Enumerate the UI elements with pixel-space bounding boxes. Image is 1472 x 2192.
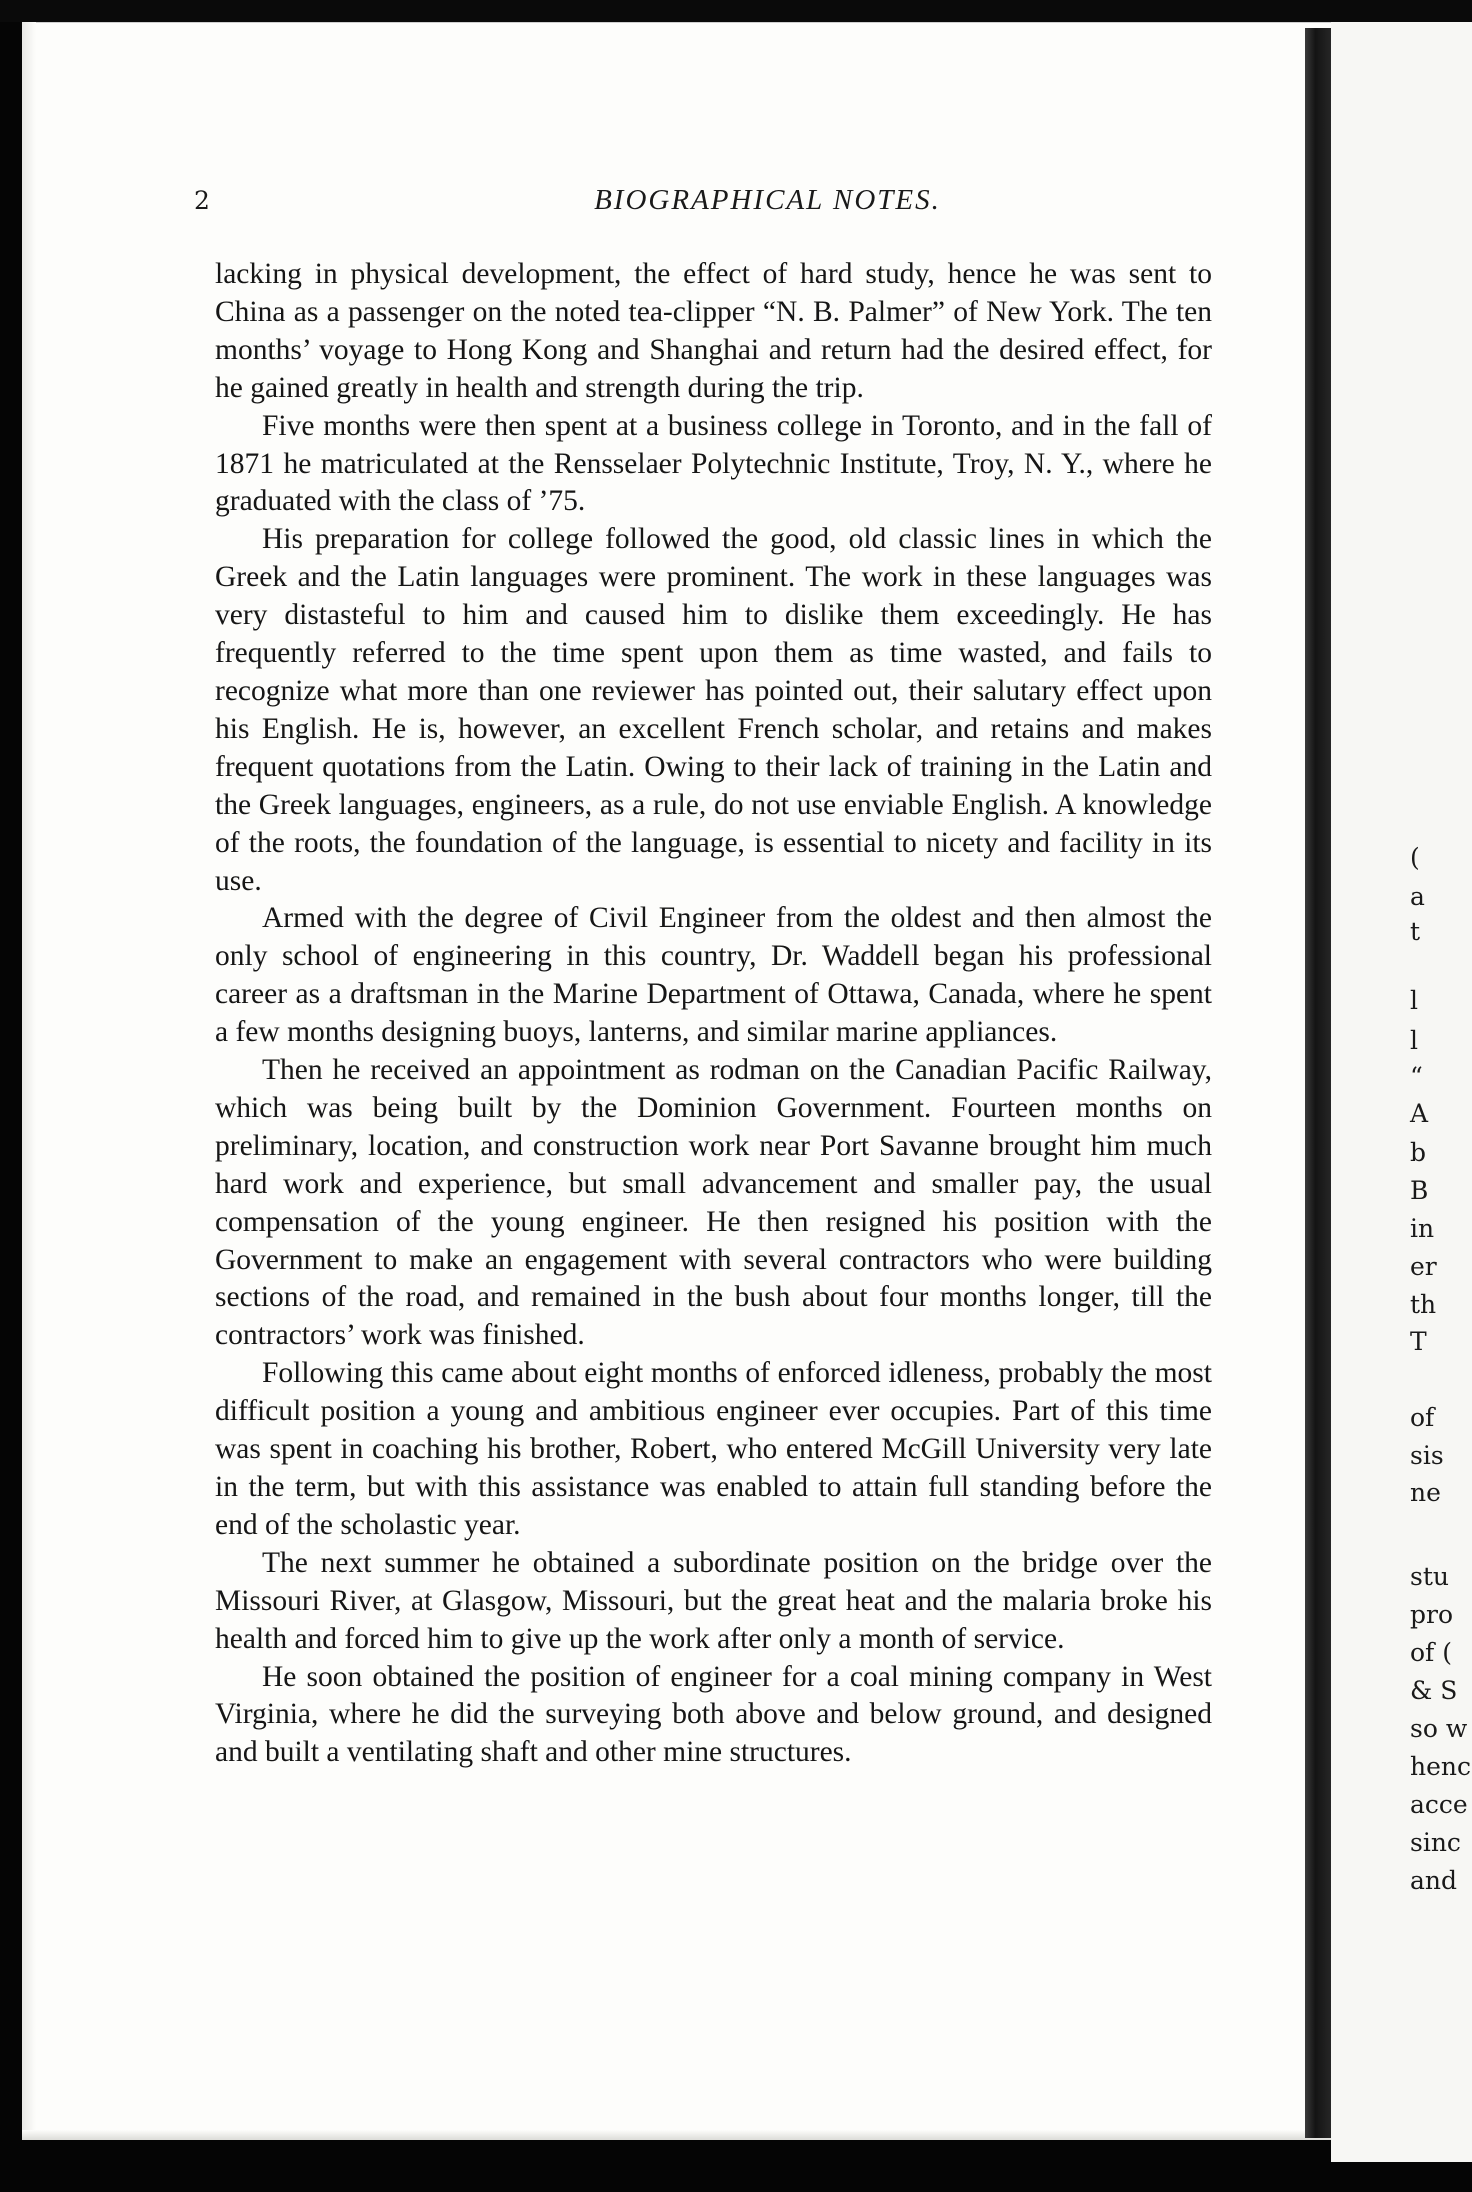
page-left-edge-shadow <box>22 22 36 2140</box>
facing-page-fragment: b <box>1410 1138 1427 1167</box>
scan-top-border <box>0 0 1472 22</box>
facing-page-fragment: l <box>1410 1026 1418 1055</box>
paragraph: Then he received an appointment as rodman on the Canadian Pacific Railway, which was being built by the Dominion Government. Fourteen months on preliminary, location, and construction work near Port Savanne brought him much hard work and experience, but small advancement and smaller pay, the usual compensation of the young engineer. He then resigned his position with the Government to make an engagement with several contractors who were building sections of the road, and remained in the bush about four months longer, till the contractors’ work was finished. <box>215 1054 1212 1352</box>
paragraph: The next summer he obtained a subordinate position on the bridge over the Missouri River, at Glasgow, Missouri, but the great heat and the malaria broke his health and forced him to give up the work after only a month of service. <box>215 1546 1212 1655</box>
facing-page-fragment: sis <box>1410 1441 1444 1470</box>
facing-page-fragment: sinc <box>1410 1828 1461 1857</box>
facing-page-fragment: & S <box>1410 1676 1458 1705</box>
facing-page-fragment: th <box>1410 1290 1437 1319</box>
facing-page-fragment: of ( <box>1410 1638 1453 1667</box>
facing-page-fragment: B <box>1410 1176 1429 1205</box>
facing-page-fragment: l <box>1410 986 1418 1015</box>
facing-page-fragment: A <box>1410 1099 1429 1128</box>
paragraph: lacking in physical development, the effect of hard study, hence he was sent to China as a passenger on the noted tea-clipper “N. B. Palmer” of New York. The ten months’ voyage to Hong Kong and Shanghai and return had the desired effect, for he gained greatly in health and strength during the trip. <box>215 258 1212 404</box>
facing-page-fragment: t <box>1410 917 1421 946</box>
paragraph: He soon obtained the position of engineer for a coal mining company in West Virginia, where he did the surveying both above and below ground, and designed and built a ventilating shaft and other mine structures. <box>215 1660 1212 1769</box>
facing-page-fragment: acce <box>1410 1790 1468 1819</box>
paragraph: Five months were then spent at a business college in Toronto, and in the fall of 1871 he matriculated at the Rensselaer Polytechnic Institute, Troy, N. Y., where he graduated with the class of ’75. <box>215 409 1212 518</box>
facing-page-fragment: in <box>1410 1214 1435 1243</box>
page-number: 2 <box>194 186 210 215</box>
book-spine <box>1305 28 1331 2138</box>
facing-page-fragment: so w <box>1410 1714 1468 1743</box>
facing-page-text-column <box>1410 0 1472 2192</box>
facing-page-fragment: of <box>1410 1403 1435 1432</box>
running-head: BIOGRAPHICAL NOTES. <box>594 184 941 216</box>
paragraph: His preparation for college followed the good, old classic lines in which the Greek and the Latin languages were prominent. The work in these languages was very distasteful to him and caused him to dislike them exceedingly. He has frequently referred to the time spent upon them as time wasted, and fails to recognize what more than one reviewer has pointed out, their salutary effect upon his English. He is, however, an excellent French scholar, and retains and makes frequent quotations from the Latin. Owing to their lack of training in the Latin and the Greek languages, engineers, as a rule, do not use enviable English. A knowledge of the roots, the foundation of the language, is essential to nicety and facility in its use. <box>215 523 1212 897</box>
facing-page-fragment: henc <box>1410 1752 1471 1781</box>
body-text <box>215 256 1212 1772</box>
facing-page-fragment: and <box>1410 1866 1458 1895</box>
facing-page-fragment: T <box>1410 1327 1427 1356</box>
page-bottom-edge-shadow <box>22 2130 1377 2140</box>
paragraph: Following this came about eight months of enforced idleness, probably the most difficult position a young and ambitious engineer ever occupies. Part of this time was spent in coaching his brother, Robert, who entered McGill University very late in the term, but with this assistance was enabled to attain full standing before the end of the scholastic year. <box>215 1357 1212 1541</box>
facing-page-fragment: a <box>1410 882 1425 911</box>
facing-page-fragment: pro <box>1410 1600 1454 1629</box>
paragraph: Armed with the degree of Civil Engineer from the oldest and then almost the only school of engineering in this country, Dr. Waddell began his professional career as a draftsman in the Marine Department of Ottawa, Canada, where he spent a few months designing buoys, lanterns, and similar marine appliances. <box>215 902 1212 1049</box>
facing-page-fragment: ( <box>1410 843 1420 872</box>
facing-page-fragment: ne <box>1410 1478 1441 1507</box>
facing-page-fragment: er <box>1410 1252 1437 1281</box>
facing-page-fragment: “ <box>1410 1062 1423 1091</box>
facing-page-fragment: stu <box>1410 1562 1449 1591</box>
